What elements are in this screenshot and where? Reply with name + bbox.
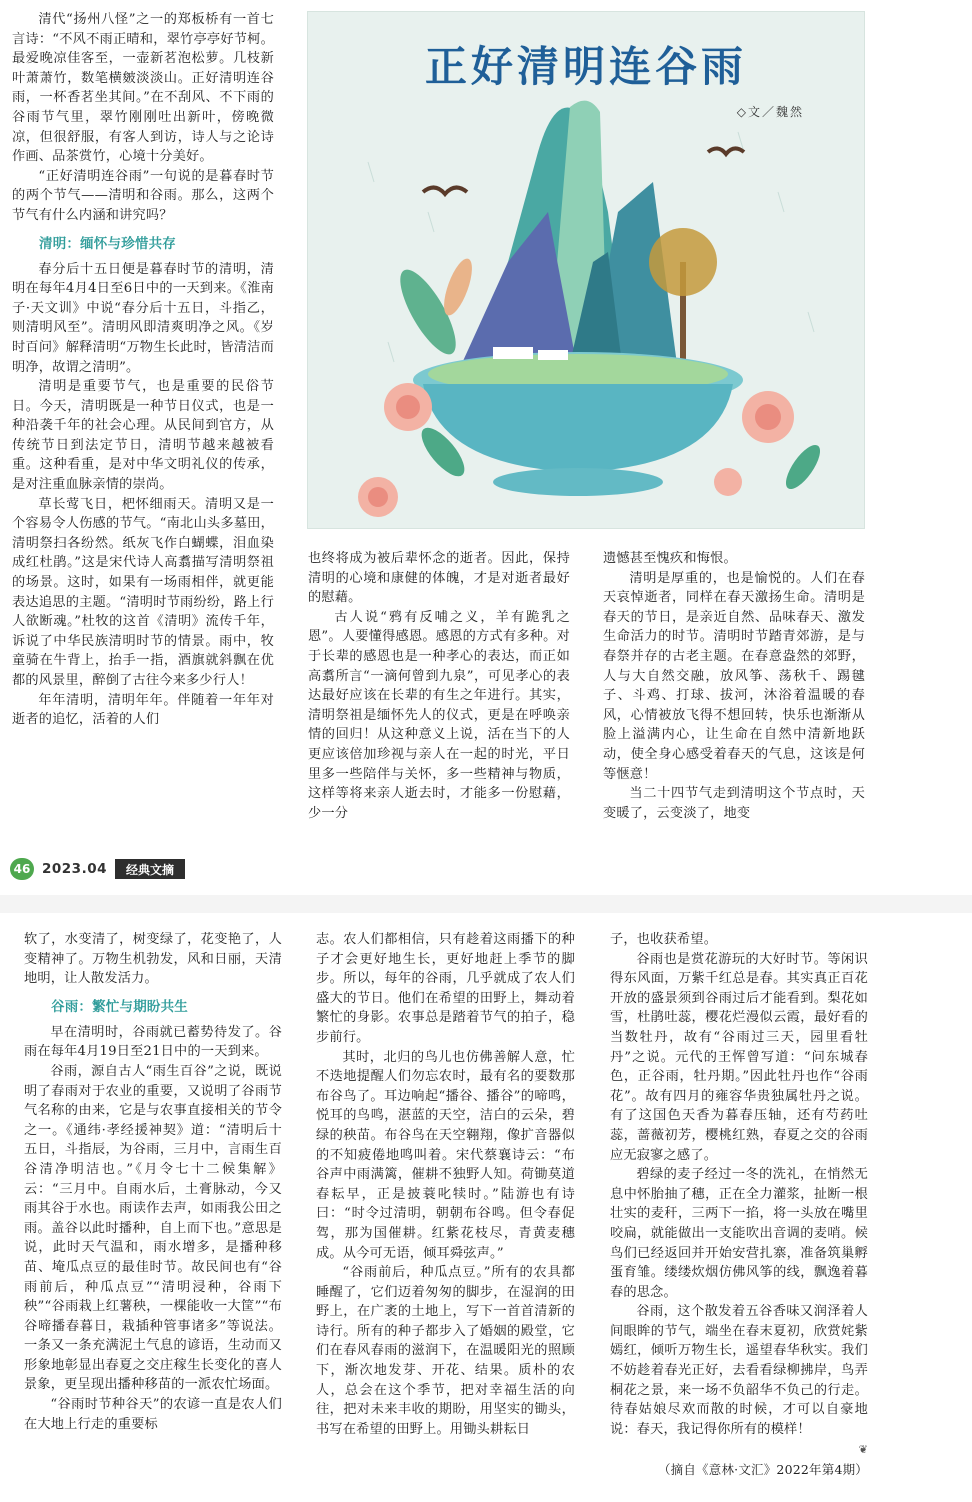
paragraph: 清明是厚重的，也是愉悦的。人们在春天哀悼逝者，同样在春天激扬生命。清明是春天的节日，是亲近自然、品味春天、激发生命活力的时节。清明时节踏青郊游，是与春祭并存的古老主题。在春意盎然的郊野，人与大自然交融，放风筝、荡秋千、踢毽子、斗鸡、打球、拔河，沐浴着温暖的春风，心情被放飞得不想回转，快乐也渐渐从脸上溢满内心，让生命在自然中清新地跃动，使全身心感受着春天的气息，这该是何等惬意！ <box>603 570 865 782</box>
paragraph: 其时，北归的鸟儿也仿佛善解人意，忙不迭地提醒人们勿忘农时，最有名的要数那布谷鸟了。耳边响起“播谷、播谷”的啼鸣，悦耳的鸟鸣，湛蓝的天空，洁白的云朵，碧绿的秧苗。布谷鸟在天空翱翔，像扩音器似的不知疲倦地鸣叫着。宋代蔡襄诗云：“布谷声中雨满篱，催耕不独野人知。荷锄莫道春耘早，正是披蓑叱犊时。”陆游也有诗曰：“时令过清明，朝朝布谷鸣。但令春促驾，那为国催耕。红紫花枝尽，青黄麦穗成。从今可无语，倾耳舜弦声。” <box>316 1049 575 1261</box>
paragraph: “谷雨时节种谷天”的农谚一直是农人们在大地上行走的重要标 <box>24 1397 282 1432</box>
paragraph: 子，也收获希望。 <box>610 932 718 947</box>
paragraph: 谷雨，这个散发着五谷香味又润泽着人间眼眸的节气，端坐在春末夏初，欣赏姹紫嫣红，倾听万物生长，遥望春华秋实。我们不妨趁着春光正好，去看看绿柳拂岸，鸟弄桐花之景，来一场不负韶华不负己的行走。待春姑娘尽欢而散的时候，才可以自豪地说：春天，我记得你所有的模样！ <box>610 1304 868 1437</box>
paragraph: 遗憾甚至愧疚和悔恨。 <box>603 551 737 566</box>
paragraph: 草长莺飞日，杷怀细雨天。清明又是一个容易令人伤感的节气。“南北山头多墓田，清明祭扫各纷然。纸灰飞作白蝴蝶，泪血染成红杜鹃。”这是宋代诗人高翥描写清明祭祖的场景。这时，如果有一场雨相伴，就更能表达追思的主题。“清明时节雨纷纷，路上行人欲断魂。”杜牧的这首《清明》流传千年，诉说了中华民族清明时节的情景。雨中，牧童骑在牛背上，抬手一指，酒旗就斜飘在优都的风景里，醉倒了古往今来多少行人！ <box>12 496 274 688</box>
article-end <box>610 1439 868 1460</box>
paragraph: 谷雨也是赏花游玩的大好时节。等闲识得东风面，万紫千红总是春。其实真正百花开放的盛景须到谷雨过后才能看到。梨花如雪，杜鹃吐蕊，樱花烂漫似云霞，最好看的当数牡丹，故有“谷雨过三天，园里看牡丹”之说。元代的王恽曾写道：“问东城春色，正谷雨，牡丹期。”因此牡丹也作“谷雨花”。故有四月的雍容华贵独属牡丹之说。有了这国色天香为暮春压轴，还有芍药吐蕊，蔷薇初芳，樱桃红熟，春夏之交的谷雨应无寂寥之感了。 <box>610 951 868 1163</box>
paragraph: “谷雨前后，种瓜点豆。”所有的农具都睡醒了，它们迈着匆匆的脚步，在湿润的田野上，在广袤的土地上，写下一首首清新的诗行。所有的种子都步入了婚姻的殿堂，它们在春风春雨的滋润下，在温暖阳光的照顾下，渐次地发芽、开花、结果。质朴的农人，总会在这个季节，把对幸福生活的向往，把对未来丰收的期盼，用坚实的锄头，书写在希望的田野上。用锄头耕耘日 <box>316 1265 575 1437</box>
author-byline: ◇文／魏然 <box>736 105 804 119</box>
end-mark-icon: ❦ <box>858 1443 868 1457</box>
source-citation: （摘自《意林·文汇》2022年第4期） <box>657 1462 868 1478</box>
p2-column-1 <box>24 930 282 1434</box>
paragraph: 谷雨，源自古人“雨生百谷”之说，既说明了春雨对于农业的重要，又说明了谷雨节气名称的由来，它是与农事直接相关的节令之一。《通纬·孝经援神契》道：“清明后十五日，斗指辰，为谷雨，三月中，言雨生百谷清净明洁也。”《月令七十二候集解》云：“三月中。自雨水后，土膏脉动，今又雨其谷于水也。雨读作去声，如雨我公田之雨。盖谷以此时播种，自上而下也。”意思是说，此时天气温和，雨水增多，是播种移苗、埯瓜点豆的最佳时节。故民间也有“谷雨前后，种瓜点豆”“清明浸种，谷雨下秧”“谷雨栽上红薯秧，一棵能收一大筐”“布谷啼播春暮日，栽插种管事诸多”等说法。一条又一条充满泥土气息的谚语，生动而又形象地彰显出春夏之交庄稼生长变化的喜人景象，更呈现出播种移苗的一派农忙场面。 <box>24 1063 282 1393</box>
section-heading-guyu: 谷雨：繁忙与期盼共生 <box>51 998 188 1015</box>
paragraph: 年年清明，清明年年。伴随着一年年对逝者的追忆，活着的人们 <box>12 692 274 728</box>
paragraph: 志。农人们都相信，只有趁着这雨播下的种子才会更好地生长，更好地赶上季节的脚步。所以，每年的谷雨，几乎就成了农人们盛大的节日。他们在希望的田野上，舞动着繁忙的身影。农事总是踏着节气的拍子，稳步前行。 <box>316 932 575 1045</box>
page-separator <box>0 895 972 913</box>
p1-column-1 <box>12 10 274 730</box>
magazine-name: 经典文摘 <box>115 859 185 879</box>
issue-date: 2023.04 <box>42 861 107 877</box>
paragraph: 春分后十五日便是暮春时节的清明，清明在每年4月4日至6日中的一天到来。《淮南子·天文训》中说“春分后十五日，斗指乙，则清明风至”。清明风即清爽明净之风。《岁时百问》解释清明“万物生长此时，皆清洁而明净，故谓之清明”。 <box>12 261 274 375</box>
paragraph: 软了，水变清了，树变绿了，花变艳了，人变精神了。万物生机勃发，风和日丽，天清地明，让人散发活力。 <box>24 932 282 987</box>
paragraph: 碧绿的麦子经过一冬的洗礼，在悄然无息中怀胎抽了穗，正在全力灌浆，扯断一根壮实的麦秆，三两下一掐，将一头放在嘴里咬扁，就能做出一支能吹出音调的麦哨。候鸟们已经返回并开始安营扎寨，准备筑巢孵蛋育雏。缕缕炊烟仿佛风筝的线，飘逸着暮春的思念。 <box>610 1167 868 1300</box>
p1-column-3 <box>603 549 865 823</box>
paragraph: “正好清明连谷雨”一句说的是暮春时节的两个节气——清明和谷雨。那么，这两个节气有什么内涵和讲究吗？ <box>12 168 274 223</box>
paragraph: 当二十四节气走到清明这个节点时，天变暖了，云变淡了，地变 <box>603 786 865 821</box>
p1-column-2 <box>308 549 570 823</box>
paragraph: 早在清明时，谷雨就已蓄势待发了。谷雨在每年4月19日至21日中的一天到来。 <box>24 1024 282 1060</box>
paragraph: 也终将成为被后辈怀念的逝者。因此，保持清明的心境和康健的体魄，才是对逝者最好的慰藉。 <box>308 551 570 606</box>
paragraph: 古人说“鸦有反哺之义，羊有跪乳之恩”。人要懂得感恩。感恩的方式有多种。对于长辈的感恩也是一种孝心的表达，而正如高翥所言“一滴何曾到九泉”，可见孝心的表达最好应该在长辈的有生之年进行。其实，清明祭祖是缅怀先人的仪式，更是在呼唤亲情的回归！从这种意义上说，活在当下的人更应该倍加珍视与亲人在一起的时光，平日里多一些陪伴与关怀，多一些精神与物质，这样等将来亲人逝去时，才能多一份慰藉，少一分 <box>308 609 570 821</box>
paragraph: 清明是重要节气，也是重要的民俗节日。今天，清明既是一种节日仪式，也是一种沿袭千年的社会心理。从民间到官方，从传统节日到法定节日，清明节越来越被看重。这种看重，是对中华文明礼仪的传承，是对注重血脉亲情的崇尚。 <box>12 379 274 493</box>
p2-column-3 <box>610 930 868 1480</box>
article-title: 正好清明连谷雨 <box>424 42 747 91</box>
page-footer <box>10 858 185 880</box>
section-heading-qingming: 清明：缅怀与珍惜共存 <box>39 235 176 252</box>
page-number: 46 <box>10 858 34 880</box>
paragraph: 清代“扬州八怪”之一的郑板桥有一首七言诗：“不风不雨正晴和，翠竹亭亭好节柯。最爱晚凉佳客至，一壶新茗泡松萝。几枝新叶萧萧竹，数笔横皴淡淡山。正好清明连谷雨，一杯香茗坐其间。”在不刮风、不下雨的谷雨节气里，翠竹刚刚吐出新叶，傍晚微凉，但很舒服，有客人到访，诗人与之论诗作画、品茶赏竹，心境十分美好。 <box>12 12 274 165</box>
p2-column-2 <box>316 930 575 1439</box>
article-illustration <box>307 11 865 529</box>
